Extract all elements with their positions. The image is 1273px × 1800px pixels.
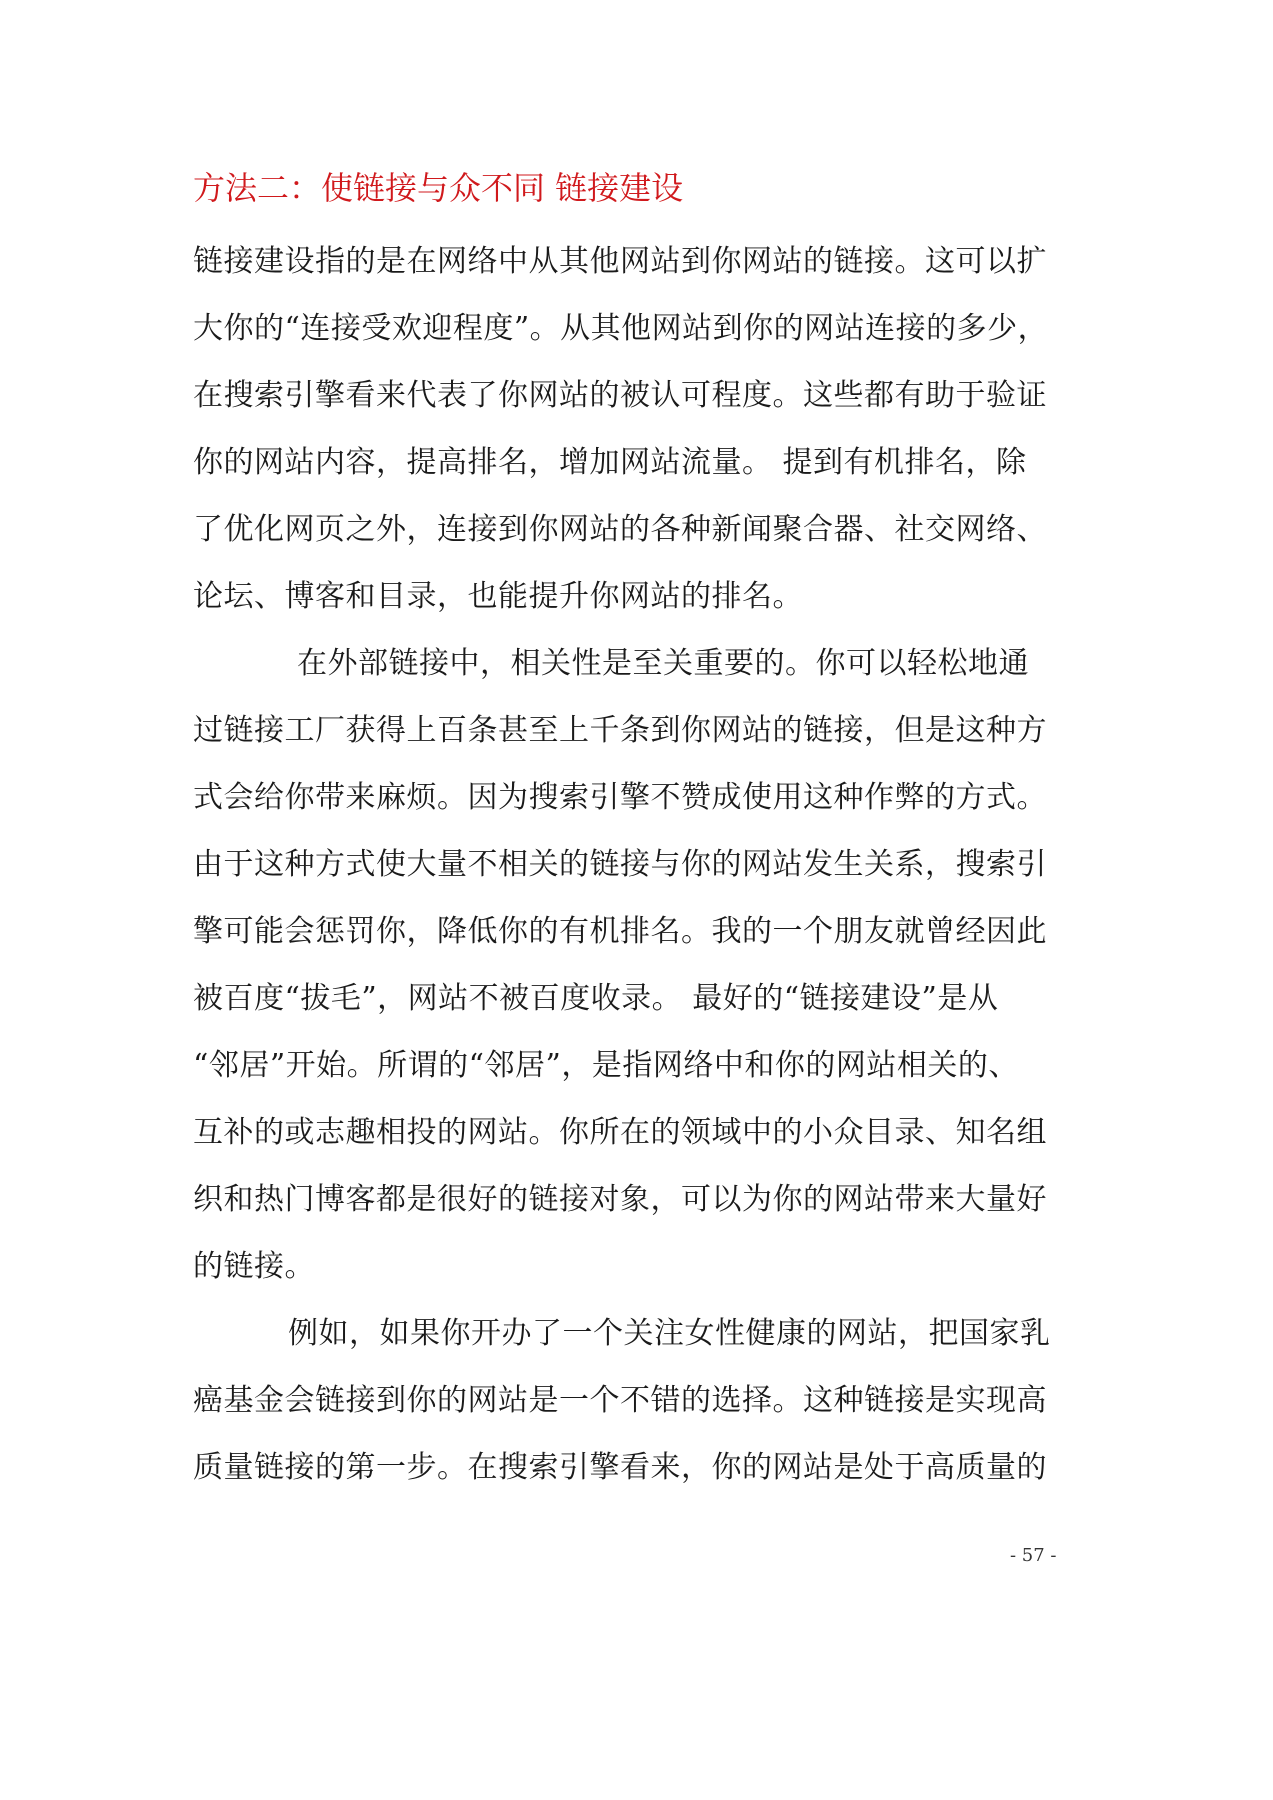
text-line: 例如，如果你开办了一个关注女性健康的网站，把国家乳 [288,1316,1051,1351]
section-heading: 方法二：使链接与众不同 链接建设 [193,169,684,207]
text-line: 论坛、博客和目录，也能提升你网站的排名。 [193,579,803,614]
text-line: 了优化网页之外，连接到你网站的各种新闻聚合器、社交网络、 [193,512,1047,547]
text-line: 在外部链接中，相关性是至关重要的。你可以轻松地通 [297,646,1029,681]
text-line: 由于这种方式使大量不相关的链接与你的网站发生关系，搜索引 [193,847,1047,882]
paragraph-2 [193,630,1093,1300]
text-line: 互补的或志趣相投的网站。你所在的领域中的小众目录、知名组 [193,1115,1047,1150]
paragraph-3 [193,1300,1093,1501]
text-line: 你的网站内容，提高排名，增加网站流量。 提到有机排名，除 [193,445,1027,480]
page-content [193,160,1093,1501]
text-line: 在搜索引擎看来代表了你网站的被认可程度。这些都有助于验证 [193,378,1047,413]
page-number: - 57 - [1010,1545,1057,1566]
text-line: 大你的“连接受欢迎程度”。从其他网站到你的网站连接的多少， [193,311,1049,346]
text-line: 过链接工厂获得上百条甚至上千条到你网站的链接，但是这种方 [193,713,1047,748]
text-line: 织和热门博客都是很好的链接对象，可以为你的网站带来大量好 [193,1182,1047,1217]
text-line: 的链接。 [193,1249,315,1284]
text-line: “邻居”开始。所谓的“邻居”，是指网络中和你的网站相关的、 [193,1048,1019,1083]
text-line: 式会给你带来麻烦。因为搜索引擎不赞成使用这种作弊的方式。 [193,780,1047,815]
text-line: 质量链接的第一步。在搜索引擎看来，你的网站是处于高质量的 [193,1450,1047,1485]
paragraph-1 [193,228,1093,630]
text-line: 癌基金会链接到你的网站是一个不错的选择。这种链接是实现高 [193,1383,1047,1418]
text-line: 链接建设指的是在网络中从其他网站到你网站的链接。这可以扩 [193,244,1047,279]
text-line: 被百度“拔毛”，网站不被百度收录。 最好的“链接建设”是从 [193,981,999,1016]
text-line: 擎可能会惩罚你，降低你的有机排名。我的一个朋友就曾经因此 [193,914,1047,949]
